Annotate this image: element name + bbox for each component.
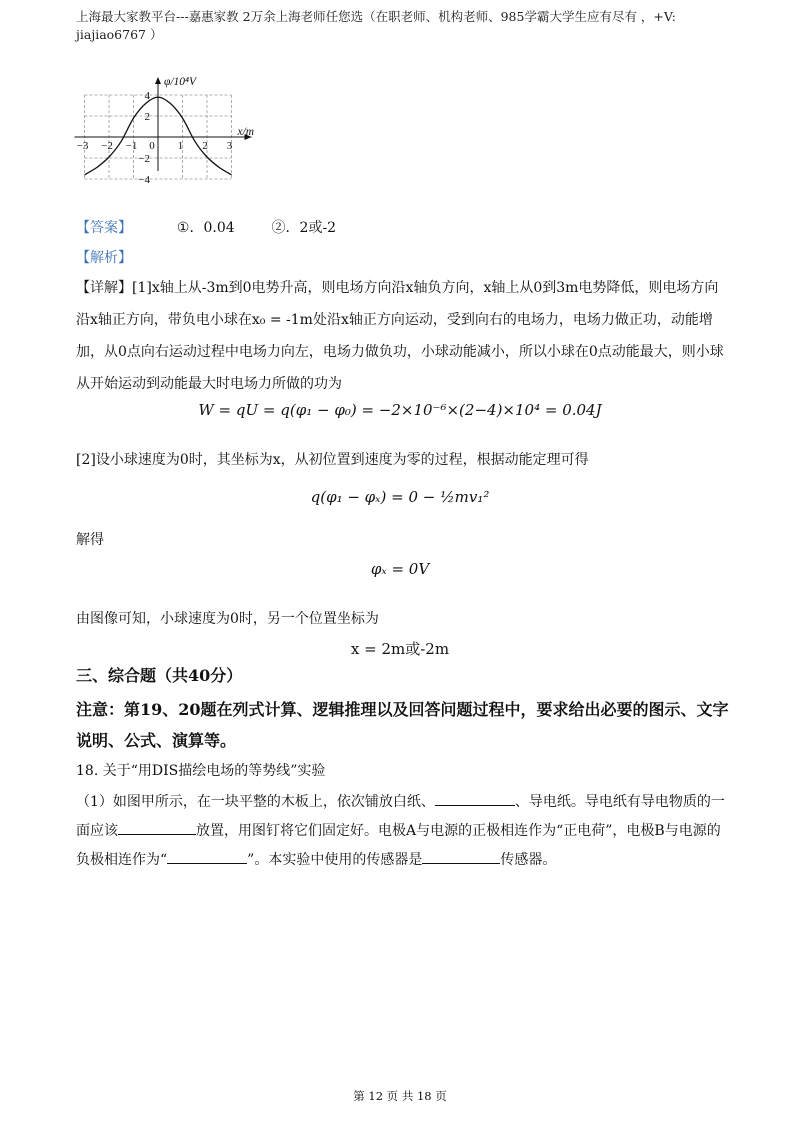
header-line-1: 上海最大家教平台---嘉惠家教 2万余上海老师任您选（在职老师、机构老师、985学霸大学生应有尽有 ，+V:: [76, 9, 676, 24]
q18-text-a: （1）如图甲所示，在一块平整的木板上，依次铺放白纸、: [76, 794, 435, 810]
q18-text-b: 、导电纸。导电纸有导电物质的一: [514, 794, 725, 810]
q18-text-c: 面应该: [76, 823, 118, 839]
section-note: 注意：第19、20题在列式计算、逻辑推理以及回答问题过程中，要求给出必要的图示、文字说明、公式、演算等。: [76, 700, 729, 750]
equation-energy: q(φ₁ − φₓ) = 0 − ½mv₁²: [310, 488, 490, 506]
detail-text-1: [1]x轴上从-3m到0电势升高，则电场方向沿x轴负方向，x轴上从0到3m电势降低，则电场方向沿x轴正方向，带负电小球在x₀ = -1m处沿x轴正方向运动，受到向右的电场力，电场力做正功，动能增加，从0点向右运动过程中电场力向左，电场力做负功，小球动能减小，所以小球在0点动能最大，则小球从开始运动到动能最大时电场力所做的功为: [76, 280, 724, 392]
q18-text-e: 源的负极相连作为“: [76, 823, 721, 868]
detail-paragraph-1: [76, 272, 726, 400]
y-axis-label: φ/10⁴V: [164, 76, 197, 88]
page-footer: 第 12 页 共 18 页: [353, 1089, 447, 1103]
answer-2: ②．2或-2: [271, 220, 337, 236]
question-18: 18. 关于“用DIS描绘电场的等势线”实验: [76, 763, 326, 779]
blank-1: [435, 791, 515, 806]
analysis-label: 【解析】: [76, 250, 132, 266]
solve-label: 解得: [76, 532, 104, 548]
q18-text-d: 放置，用图钉将它们固定好。电极A与电源的正极相连作为“正电荷”，电极B与电: [196, 823, 693, 839]
header-line-2: jiajiao6767 ）: [76, 27, 163, 42]
equation-work: W = qU = q(φ₁ − φ₀) = −2×10⁻⁶×(2−4)×10⁴ = 0.04J: [198, 401, 602, 419]
y-tick-label: 2: [144, 111, 150, 123]
x-tick-label: 3: [226, 140, 233, 152]
potential-graph: [70, 55, 280, 205]
page-header: [76, 8, 736, 44]
detail-label: 【详解】: [76, 280, 132, 296]
q18-text-f: ”。本实验中使用的传感器是: [247, 852, 423, 868]
y-tick-label: −4: [138, 174, 150, 186]
x-tick-label: −2: [101, 140, 113, 152]
answer-label: 【答案】: [76, 220, 132, 236]
blank-3: [167, 849, 247, 864]
q18-text-g: 传感器。: [500, 852, 557, 868]
detail-paragraph-2: [2]设小球速度为0时，其坐标为x，从初位置到速度为零的过程，根据动能定理可得: [76, 452, 589, 468]
x-tick-label: −1: [125, 140, 138, 152]
blank-4: [422, 849, 500, 864]
question-18-part-1: [76, 788, 726, 875]
x-tick-label: 2: [202, 140, 208, 152]
x-axis-label: x/m: [237, 126, 255, 138]
answer-1: ①．0.04: [176, 220, 235, 236]
y-tick-label: −2: [138, 153, 150, 165]
x-tick-label: 1: [177, 140, 184, 152]
y-axis-arrow: [155, 77, 161, 84]
y-tick-label: 4: [144, 90, 150, 102]
x-tick-label: −3: [76, 140, 89, 152]
detail-paragraph-4: 由图像可知，小球速度为0时，另一个位置坐标为: [76, 611, 379, 627]
x-tick-label: 0: [149, 140, 155, 152]
blank-2: [118, 820, 196, 835]
answer-line: [76, 218, 336, 238]
equation-position: x = 2m或-2m: [350, 640, 450, 658]
section-title: 三、综合题（共40分）: [76, 666, 243, 685]
equation-potential: φₓ = 0V: [370, 560, 430, 578]
